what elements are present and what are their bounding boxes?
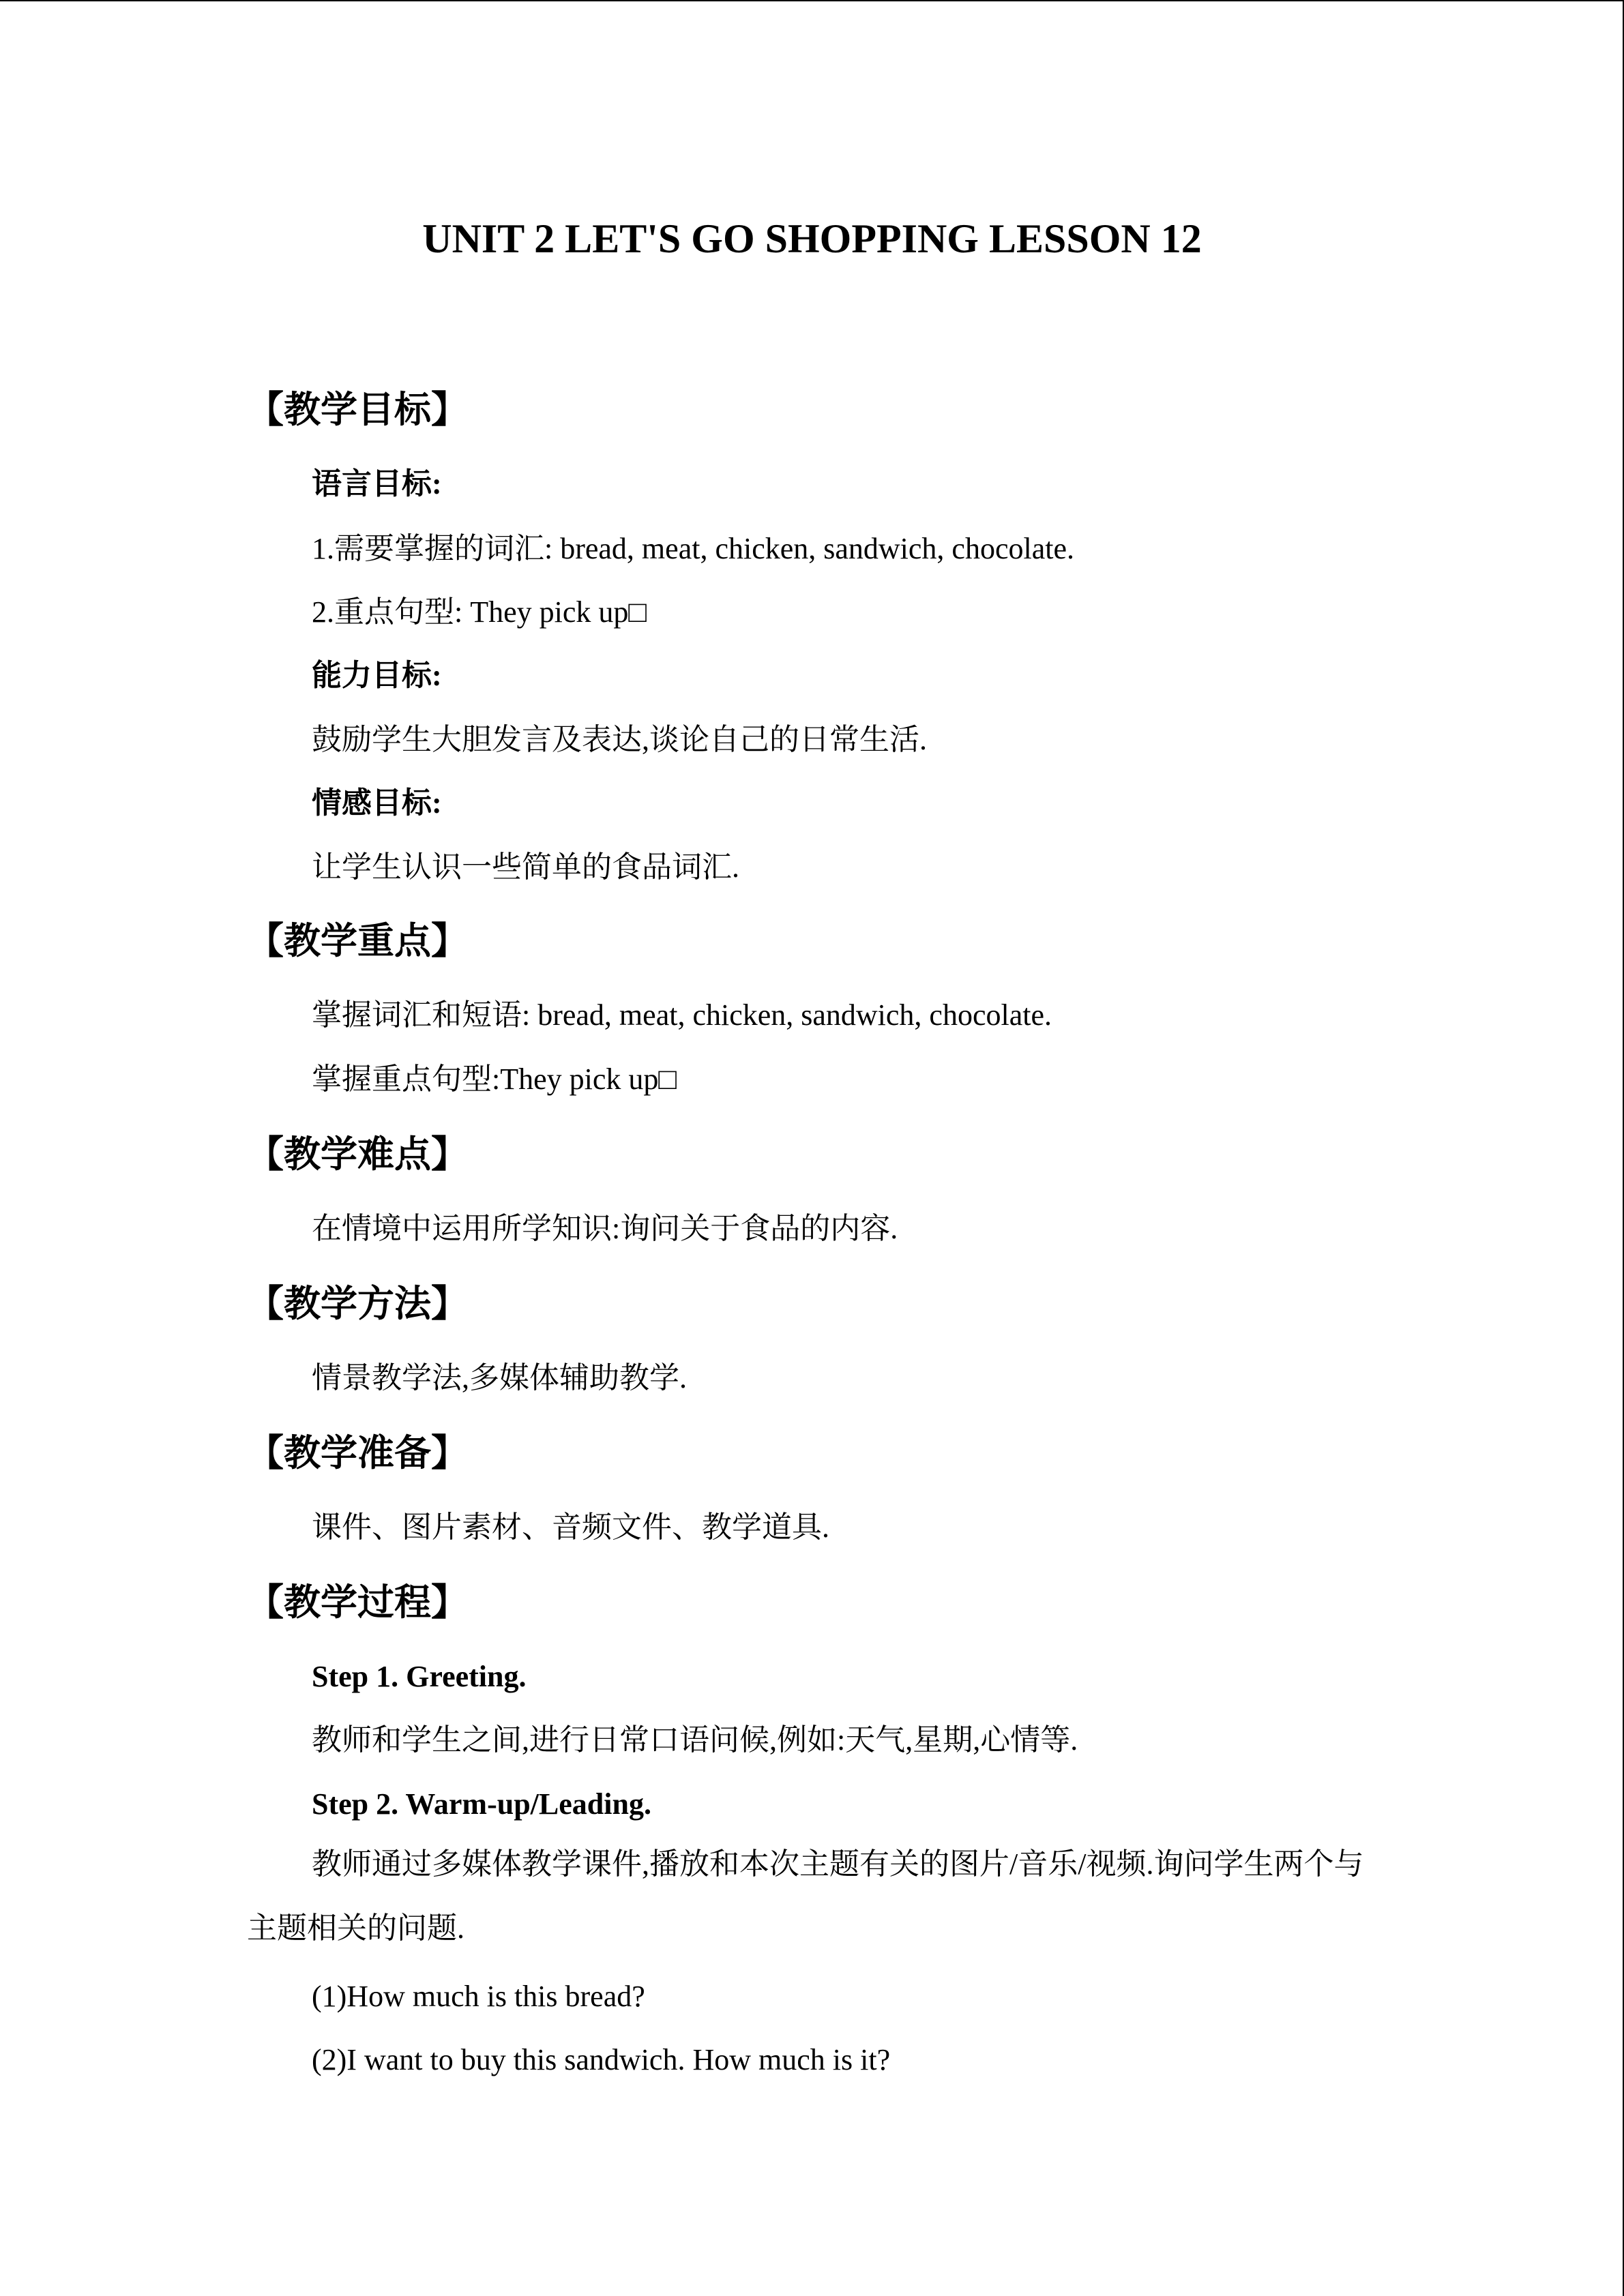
language-objective-2: 2.重点句型: They pick up□: [312, 595, 647, 629]
step-1-text: 教师和学生之间,进行日常口语问候,例如:天气,星期,心情等.: [312, 1723, 1078, 1757]
emotion-objectives-label: 情感目标:: [312, 786, 442, 820]
language-objectives-label: 语言目标:: [312, 467, 442, 501]
question-1: (1)How much is this bread?: [312, 1980, 645, 2013]
emotion-objective-text: 让学生认识一些简单的食品词汇.: [312, 850, 739, 884]
difficulty-text: 在情境中运用所学知识:询问关于食品的内容.: [312, 1212, 898, 1245]
step-2-text: 教师通过多媒体教学课件,播放和本次主题有关的图片/音乐/视频.询问学生两个与主题相关的问题.: [247, 1847, 1364, 1945]
key-point-1: 掌握词汇和短语: bread, meat, chicken, sandwich, chocolate.: [312, 998, 1052, 1032]
question-2: (2)I want to buy this sandwich. How much is it?: [312, 2043, 891, 2076]
methods-text: 情景教学法,多媒体辅助教学.: [312, 1361, 687, 1395]
heading-key-points: 【教学重点】: [247, 921, 468, 961]
heading-process: 【教学过程】: [247, 1582, 468, 1623]
ability-objectives-label: 能力目标:: [312, 659, 442, 692]
language-objective-1: 1.需要掌握的词汇: bread, meat, chicken, sandwich, chocolate.: [312, 532, 1075, 565]
heading-difficulties: 【教学难点】: [247, 1134, 468, 1175]
preparation-text: 课件、图片素材、音频文件、教学道具.: [312, 1510, 829, 1544]
step-2-title: Step 2. Warm-up/Leading.: [312, 1787, 651, 1821]
step-1-title: Step 1. Greeting.: [312, 1660, 527, 1693]
heading-preparation: 【教学准备】: [247, 1433, 468, 1474]
heading-objectives: 【教学目标】: [247, 389, 468, 430]
heading-methods: 【教学方法】: [247, 1283, 468, 1324]
ability-objective-text: 鼓励学生大胆发言及表达,谈论自己的日常生活.: [312, 723, 927, 756]
key-point-2: 掌握重点句型:They pick up□: [312, 1062, 677, 1096]
document-title: UNIT 2 LET'S GO SHOPPING LESSON 12: [422, 216, 1202, 261]
